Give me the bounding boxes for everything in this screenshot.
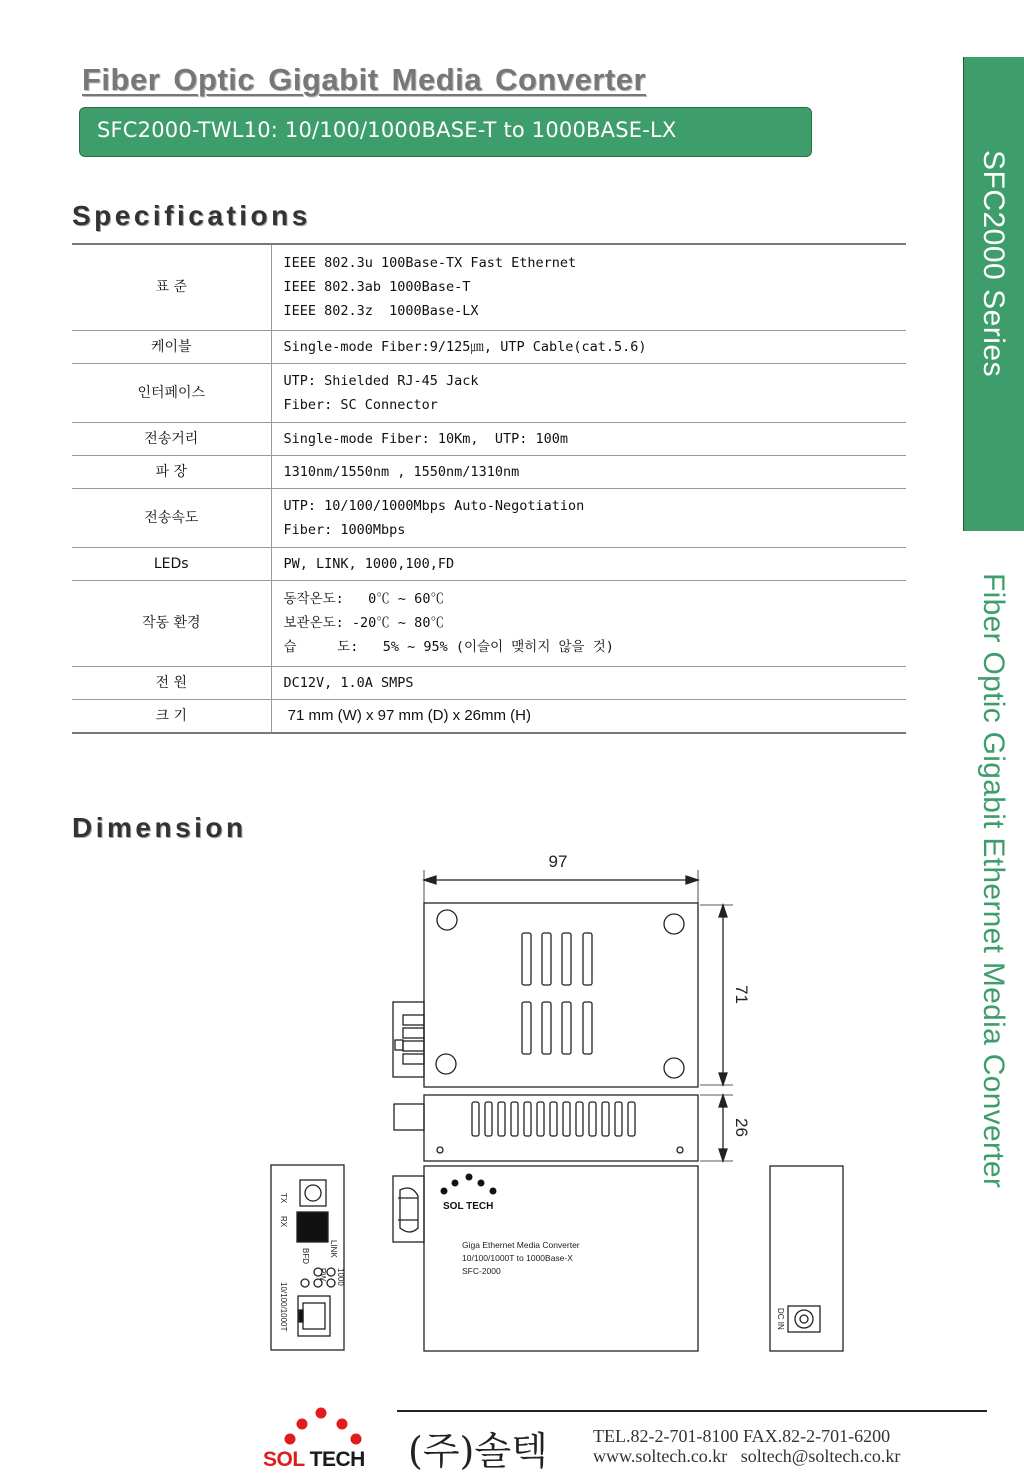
- rx-label: RX: [279, 1216, 288, 1228]
- logo-tech: TECH: [304, 1448, 365, 1471]
- model-subtitle: SFC2000-TWL10: 10/100/1000BASE-T to 1000BASE-LX: [97, 118, 677, 142]
- pw-label: PW: [318, 1268, 327, 1281]
- specifications-heading: Specifications: [72, 200, 311, 231]
- spec-key: LEDs: [72, 547, 271, 580]
- spec-value: Single-mode Fiber:9/125㎛, UTP Cable(cat.5.6): [271, 330, 906, 363]
- dimension-drawing: [250, 840, 870, 1360]
- rear-panel-view: [770, 1166, 843, 1351]
- dc-in-label: DC IN: [776, 1308, 785, 1330]
- height-label: 26: [732, 1118, 751, 1137]
- table-row: [72, 666, 906, 699]
- table-row: [72, 699, 906, 733]
- spec-value: UTP: 10/100/1000Mbps Auto-Negotiation Fiber: 1000Mbps: [271, 488, 906, 547]
- product-vertical-label: Fiber Optic Gigabit Ethernet Media Converter: [977, 573, 1010, 1189]
- spec-key: 인터페이스: [72, 363, 271, 422]
- footer-logo: [263, 1448, 365, 1472]
- spec-key: 전송속도: [72, 488, 271, 547]
- spec-value: Single-mode Fiber: 10Km, UTP: 100m: [271, 422, 906, 455]
- table-row: [72, 547, 906, 580]
- specifications-table: [72, 243, 906, 734]
- logo-sol: SOL: [263, 1448, 305, 1471]
- contact-line-web: www.soltech.co.kr soltech@soltech.co.kr: [593, 1446, 901, 1466]
- table-row: [72, 488, 906, 547]
- led1000-label: 1000: [336, 1268, 345, 1286]
- top-label-view: [393, 1166, 698, 1351]
- device-text-line-1: Giga Ethernet Media Converter: [462, 1240, 580, 1250]
- table-row: [72, 422, 906, 455]
- contact-line-phone: TEL.82-2-701-8100 FAX.82-2-701-6200: [593, 1426, 891, 1446]
- spec-value: PW, LINK, 1000,100,FD: [271, 547, 906, 580]
- spec-value: 1310nm/1550nm , 1550nm/1310nm: [271, 455, 906, 488]
- tx-label: TX: [279, 1193, 288, 1204]
- spec-value: 동작온도: 0℃ ~ 60℃ 보관온도: -20℃ ~ 80℃ 습 도: 5% ~ 95% (이슬이 맺히지 않을 것): [271, 580, 906, 666]
- width-dimension: [424, 852, 698, 903]
- spec-key: 표 준: [72, 244, 271, 330]
- dimension-heading: Dimension: [72, 812, 247, 843]
- spec-value: 71 mm (W) x 97 mm (D) x 26mm (H): [271, 699, 906, 733]
- page-title: Fiber Optic Gigabit Media Converter: [82, 62, 647, 97]
- table-row: [72, 244, 906, 330]
- spec-key: 케이블: [72, 330, 271, 363]
- top-view: [393, 903, 698, 1087]
- spec-key: 크 기: [72, 699, 271, 733]
- table-row: [72, 330, 906, 363]
- height-dimension: [700, 1095, 751, 1161]
- spec-key: 전송거리: [72, 422, 271, 455]
- port-label: 10/100/1000T: [279, 1282, 288, 1332]
- spec-key: 전 원: [72, 666, 271, 699]
- contact-info: [593, 1426, 900, 1466]
- width-label: 97: [548, 852, 568, 871]
- spec-value: DC12V, 1.0A SMPS: [271, 666, 906, 699]
- device-logo: SOL TECH: [443, 1201, 494, 1212]
- logo-dots: [280, 1403, 370, 1449]
- series-label: SFC2000 Series: [977, 150, 1010, 378]
- link-label: LINK: [329, 1240, 338, 1258]
- spec-key: 작동 환경: [72, 580, 271, 666]
- spec-key: 파 장: [72, 455, 271, 488]
- spec-value: IEEE 802.3u 100Base-TX Fast Ethernet IEEE 802.3ab 1000Base-T IEEE 802.3z 1000Base-LX: [271, 244, 906, 330]
- depth-dimension: [700, 905, 751, 1085]
- side-view: [394, 1095, 698, 1161]
- company-name: (주)솔텍: [408, 1429, 548, 1473]
- footer-divider: [397, 1410, 987, 1412]
- table-row: [72, 363, 906, 422]
- table-row: [72, 455, 906, 488]
- spec-value: UTP: Shielded RJ-45 Jack Fiber: SC Connector: [271, 363, 906, 422]
- device-text-line-3: SFC-2000: [462, 1266, 501, 1276]
- front-panel-view: [271, 1165, 345, 1350]
- table-row: [72, 580, 906, 666]
- bfd-label: BFD: [301, 1248, 310, 1264]
- device-text-line-2: 10/100/1000T to 1000Base-X: [462, 1253, 573, 1263]
- depth-label: 71: [732, 985, 751, 1004]
